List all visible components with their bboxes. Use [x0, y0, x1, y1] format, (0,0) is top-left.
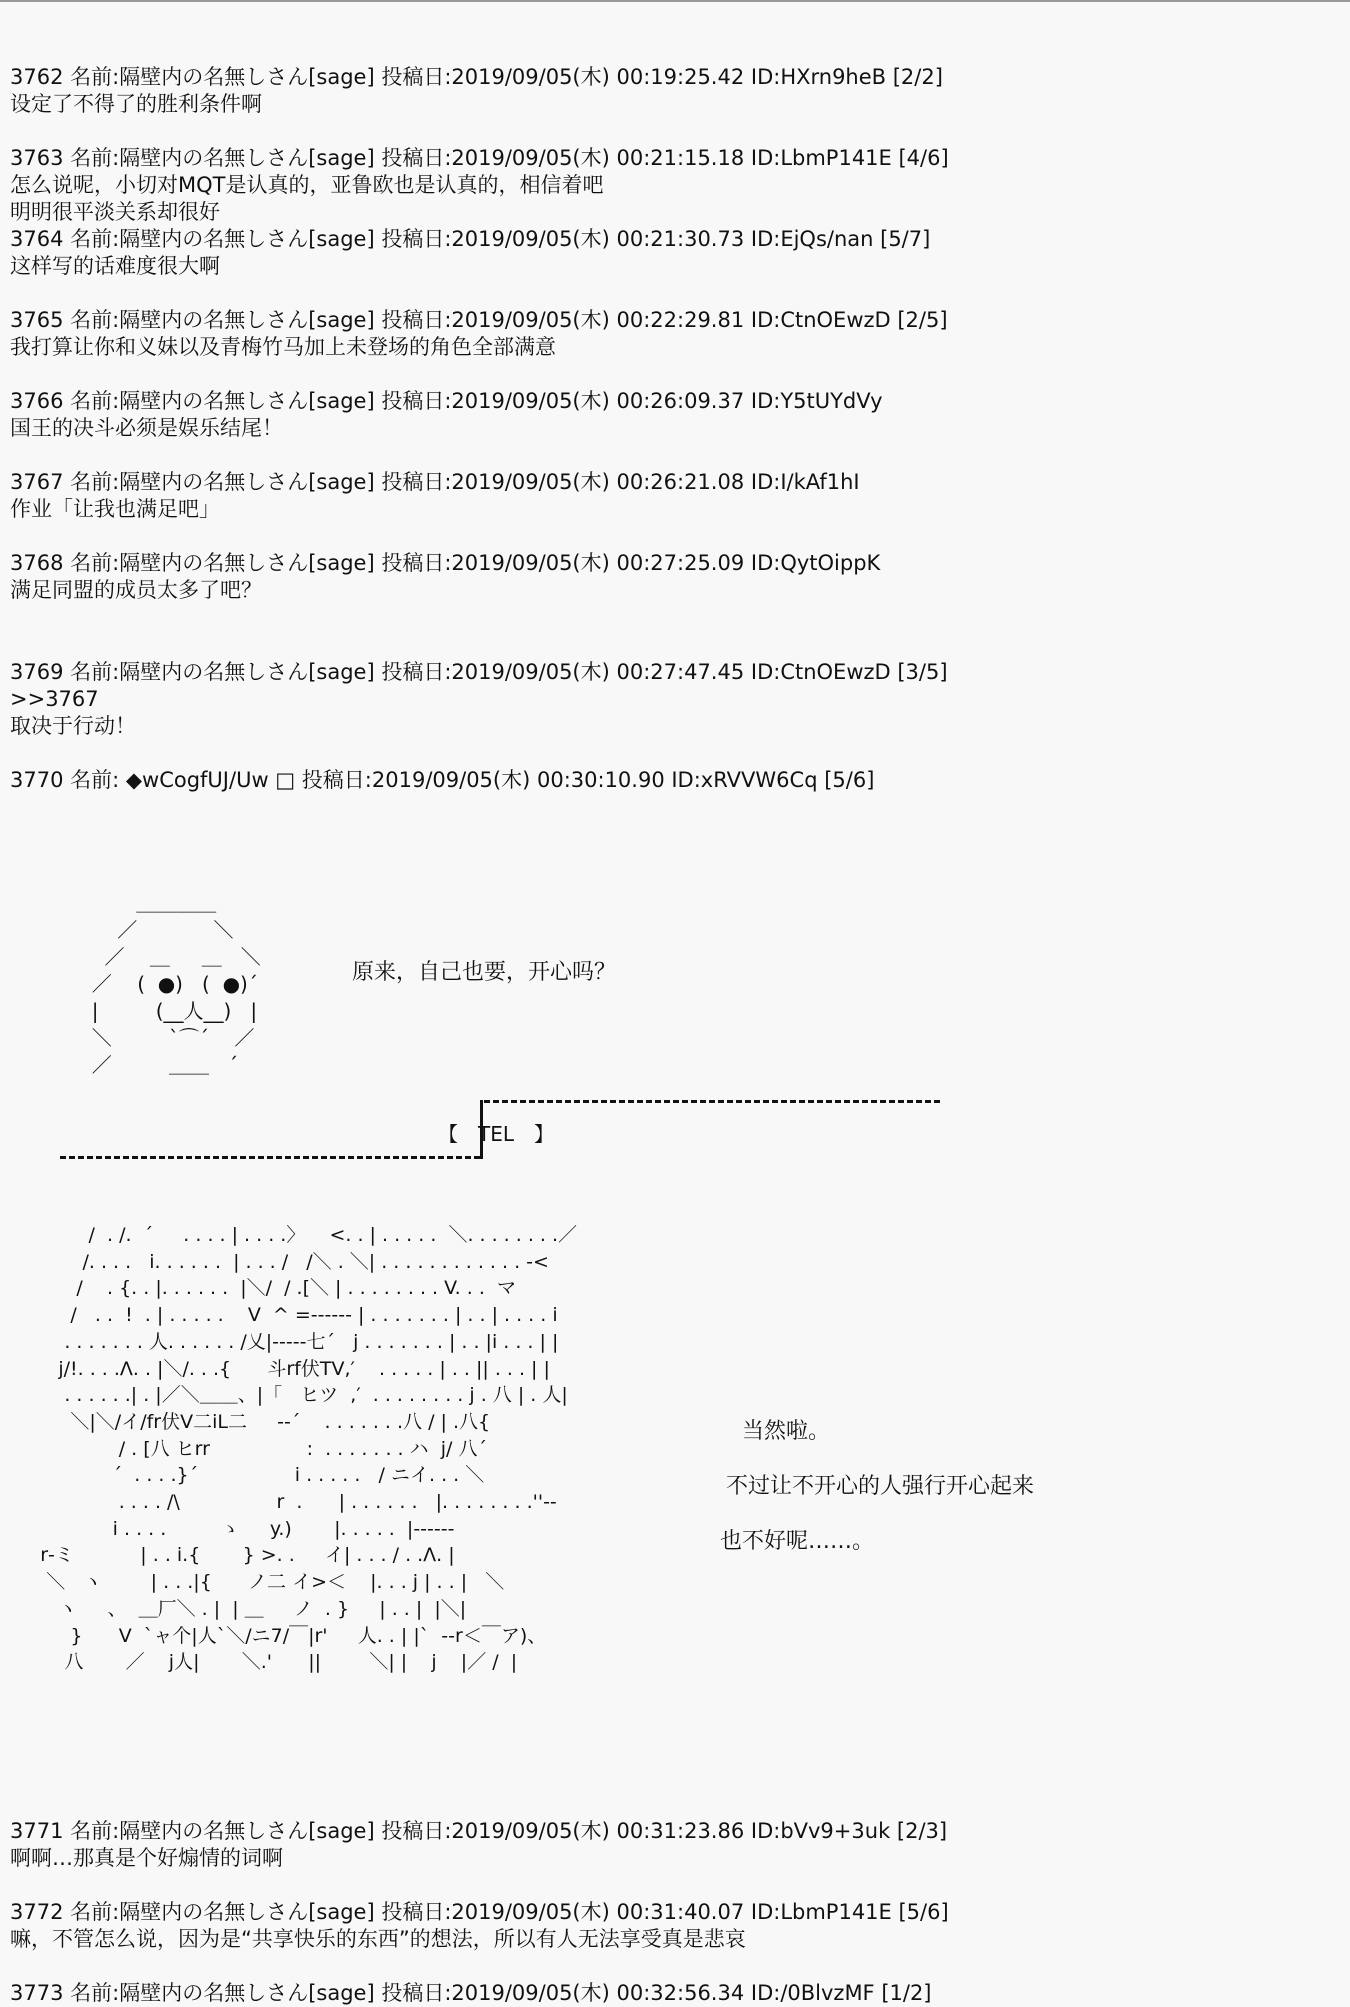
tel-label: 【 TEL 】	[438, 1122, 554, 1146]
ascii-art-line: 八 ／ j人| ＼.' || ＼| | j |／ / |	[10, 1651, 518, 1674]
post	[10, 226, 930, 280]
post-body-line: 满足同盟的成员太多了吧？	[10, 578, 262, 602]
post	[10, 550, 880, 604]
post	[10, 659, 948, 740]
ascii-art-line: . . . . . . . 人. . . . . . /乂|‐‐‐‐‐七´ j . . . . . . . | . . |i . . . | |	[10, 1330, 559, 1353]
post-header: 3762 名前:隔壁内の名無しさん[sage] 投稿日:2019/09/05(木) 00:19:25.42 ID:HXrn9heB [2/2]	[10, 65, 943, 89]
tel-line-bottom	[60, 1156, 480, 1159]
post-body-line: 明明很平淡关系却很好	[10, 200, 220, 224]
post	[10, 469, 860, 523]
post-header: 3768 名前:隔壁内の名無しさん[sage] 投稿日:2019/09/05(木) 00:27:25.09 ID:QytOippK	[10, 551, 881, 575]
post-header: 3766 名前:隔壁内の名無しさん[sage] 投稿日:2019/09/05(木) 00:26:09.37 ID:Y5tUYdVy	[10, 389, 883, 413]
ascii-art-line: / . [八 ヒrr : . . . . . . . ハ j/ 八´	[10, 1437, 487, 1460]
post	[10, 1980, 932, 2007]
post-header: 3763 名前:隔壁内の名無しさん[sage] 投稿日:2019/09/05(木) 00:21:15.18 ID:LbmP141E [4/6]	[10, 146, 949, 170]
post-body-line: 嘛，不管怎么说，因为是“共享快乐的东西”的想法，所以有人无法享受真是悲哀	[10, 1927, 746, 1951]
ascii-art-line: ＼ `⌒´ ／	[60, 1026, 255, 1050]
ascii-art-line: ＼ ヽ | . . .|{ ノ二 イ>＜ |. . . j | . . | ＼	[10, 1571, 505, 1594]
post-body-line: 作业「让我也满足吧」	[10, 497, 220, 521]
ascii-art-line: i . . . . ゝ y.) |. . . . . |‐‐‐‐‐‐	[10, 1517, 455, 1540]
post-body-line: 取决于行动！	[10, 714, 136, 738]
post-body-line: >>3767	[10, 687, 99, 711]
girl-dialog-line-2: 不过让不开心的人强行开心起来	[726, 1474, 1035, 1499]
ascii-art-line: j/!. . . .Λ. . |＼/. . .{ 斗rf伏TV,′ . . . . . | . . || . . . | |	[10, 1357, 550, 1380]
ascii-art-line: ／ ＼	[60, 918, 234, 942]
post-header: 3772 名前:隔壁内の名無しさん[sage] 投稿日:2019/09/05(木) 00:31:40.07 ID:LbmP141E [5/6]	[10, 1900, 949, 1924]
post-header: 3767 名前:隔壁内の名無しさん[sage] 投稿日:2019/09/05(木) 00:26:21.08 ID:I/kAf1hI	[10, 470, 860, 494]
post	[10, 145, 949, 226]
post	[10, 1899, 949, 1953]
girl-dialog-line-3: 也不好呢……。	[720, 1529, 875, 1554]
ascii-art-line: ヽ 、 ＿厂＼ . | | ＿ ノ . } | . . | |＼|	[10, 1597, 467, 1620]
post-body-line: 怎么说呢，小切对MQT是认真的，亚鲁欧也是认真的，相信着吧	[10, 173, 604, 197]
face-dialog: 原来，自己也要，开心吗？	[352, 960, 617, 985]
ascii-art-line: ´ . . . .}´ i . . . . . / ニイ. . . ＼	[10, 1464, 485, 1487]
ascii-art-line: ／ ＿＿ ´	[60, 1053, 239, 1077]
ascii-art-girl	[10, 1222, 577, 1676]
ascii-art-line: r‐ミ | . . i.{ } >. . イ| . . . / . .Λ. |	[10, 1544, 455, 1567]
tel-line-top	[484, 1100, 940, 1103]
post-header: 3765 名前:隔壁内の名無しさん[sage] 投稿日:2019/09/05(木) 00:22:29.81 ID:CtnOEwzD [2/5]	[10, 308, 948, 332]
ascii-art-line: /. . . . i. . . . . . | . . . / /＼ . ＼| . . . . . . . . . . . . -<	[10, 1250, 549, 1273]
post-header: 3771 名前:隔壁内の名無しさん[sage] 投稿日:2019/09/05(木) 00:31:23.86 ID:bVv9+3uk [2/3]	[10, 1819, 948, 1843]
top-divider	[0, 0, 1350, 2]
ascii-art-line: ＿＿＿＿	[60, 891, 217, 915]
post-header: 3770 名前: ◆wCogfUJ/Uw □ 投稿日:2019/09/05(木) 00:30:10.90 ID:xRVVW6Cq [5/6]	[10, 768, 875, 792]
post-header: 3769 名前:隔壁内の名無しさん[sage] 投稿日:2019/09/05(木) 00:27:47.45 ID:CtnOEwzD [3/5]	[10, 660, 948, 684]
ascii-art-line: | (__人__) |	[60, 999, 258, 1023]
ascii-art-line: . . . . . .| . |／＼＿＿、|「 ヒツ ,′ . . . . . . . . j . 八 | . 人|	[10, 1384, 568, 1407]
ascii-art-line: . . . . /\ r . | . . . . . . |. . . . . . . .''‐-	[10, 1491, 557, 1514]
ascii-art-line: / . {. . |. . . . . . |＼/ / .[＼ | . . . . . . . . V. . . マ	[10, 1277, 516, 1300]
girl-dialog-line-1: 当然啦。	[742, 1419, 831, 1444]
post-body-line: 设定了不得了的胜利条件啊	[10, 92, 262, 116]
post	[10, 388, 883, 442]
post-header: 3764 名前:隔壁内の名無しさん[sage] 投稿日:2019/09/05(木) 00:21:30.73 ID:EjQs/nan [5/7]	[10, 227, 931, 251]
post	[10, 64, 943, 118]
ascii-art-line: / . . ! . | . . . . . V ^ =‐‐‐‐‐‐ | . . . . . . . | . . | . . . . i	[10, 1304, 558, 1327]
post	[10, 767, 874, 794]
post	[10, 307, 948, 361]
ascii-art-line: ＼|＼/イ/ fr伏V二iL二 ‐‐´ . . . . . . .八 / | .八{	[10, 1410, 491, 1433]
ascii-art-line: ／ ＿ ＿ ＼	[60, 945, 261, 969]
ascii-art-face	[60, 890, 261, 1079]
tel-divider	[60, 1096, 940, 1160]
post	[10, 1818, 947, 1872]
ascii-art-line: / . /. ´ . . . . | . . . .〉 <. . | . . . . . ＼. . . . . . . .／	[10, 1224, 578, 1246]
ascii-art-line: } V `ャ个|人`＼/ニ7/￣|r' 人. . | |` ‐‐r＜￣ア)、	[10, 1624, 547, 1647]
post-body-line: 啊啊…那真是个好煽情的词啊	[10, 1846, 283, 1870]
post-body-line: 我打算让你和义妹以及青梅竹马加上未登场的角色全部满意	[10, 335, 556, 359]
post-header: 3773 名前:隔壁内の名無しさん[sage] 投稿日:2019/09/05(木) 00:32:56.34 ID:/0BlvzMF [1/2]	[10, 1981, 932, 2005]
post-body-line: 这样写的话难度很大啊	[10, 254, 220, 278]
post-body-line: 国王的决斗必须是娱乐结尾！	[10, 416, 283, 440]
ascii-art-line: ／ ( ●) ( ●)´	[60, 972, 258, 996]
